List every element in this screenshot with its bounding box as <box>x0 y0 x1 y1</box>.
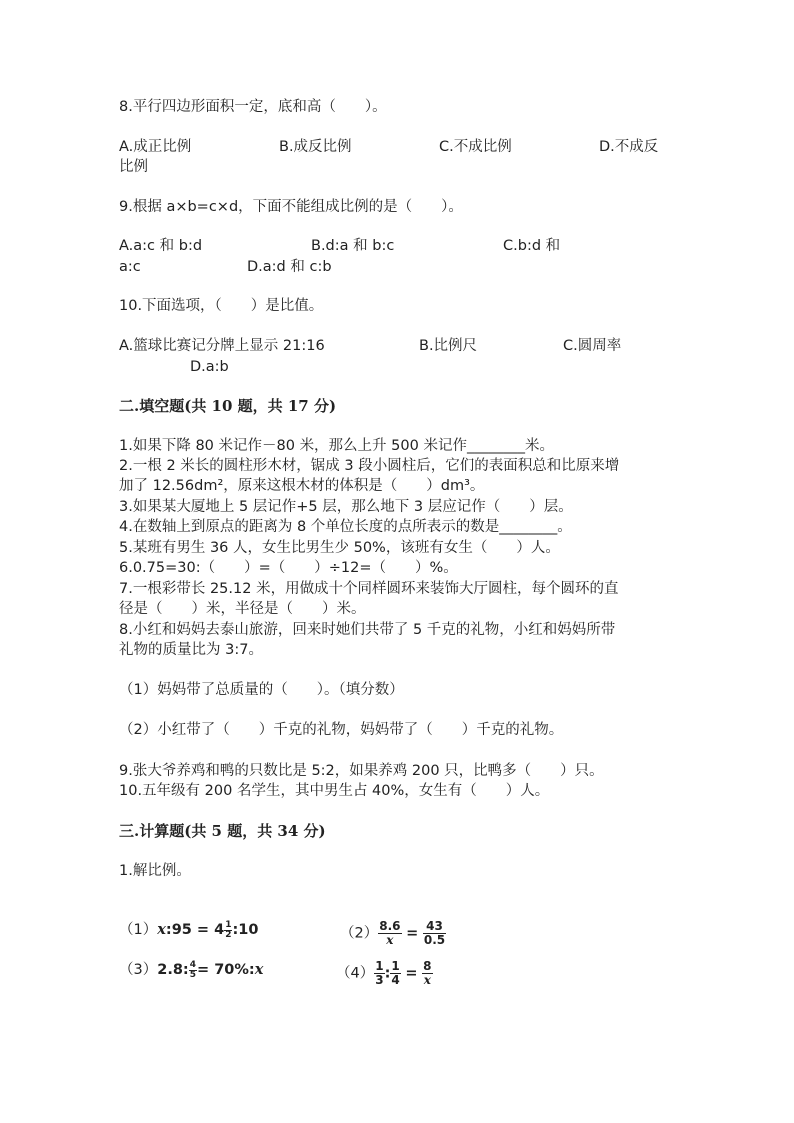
fill-line: 9.张大爷养鸡和鸭的只数比是 5:2，如果养鸡 200 只，比鸭多（ ）只。 <box>119 763 604 779</box>
q10-stem: 10.下面选项，（ ）是比值。 <box>119 298 324 314</box>
equals-sign: = <box>406 925 419 942</box>
problem-label: （1） <box>119 922 158 938</box>
proportion-problem-2 <box>340 920 446 947</box>
fill-line: 10.五年级有 200 名学生，其中男生占 40%，女生有（ ）人。 <box>119 783 550 799</box>
denominator: x <box>386 933 394 947</box>
numerator: 1 <box>225 919 232 930</box>
fill-line: 径是（ ）米，半径是（ ）米。 <box>119 601 366 617</box>
q10-option-c[interactable]: C.圆周率 <box>563 338 622 354</box>
fraction <box>423 920 446 947</box>
section3-title: 三.计算题(共 5 题，共 34 分) <box>119 822 326 840</box>
q8-option-d[interactable]: D.不成反 <box>599 139 659 155</box>
q8-option-a[interactable]: A.成正比例 <box>119 139 192 155</box>
fraction <box>189 961 197 980</box>
fraction <box>378 920 401 947</box>
fill-line: 7.一根彩带长 25.12 米，用做成十个同样圆环来装饰大厅圆柱，每个圆环的直 <box>119 581 619 597</box>
expr-part: :10 <box>232 922 259 938</box>
problem-label: （3） <box>119 962 158 978</box>
fraction <box>390 960 400 987</box>
problem-label: （4） <box>336 965 375 982</box>
fill-line: 5.某班有男生 36 人，女生比男生少 50%，该班有女生（ ）人。 <box>119 540 560 556</box>
expr-part: = 70%: <box>197 962 255 978</box>
denominator: 3 <box>375 973 384 987</box>
fill-line: 礼物的质量比为 3:7。 <box>119 642 263 658</box>
numerator: 8 <box>423 959 432 973</box>
q10-option-a[interactable]: A.篮球比赛记分牌上显示 21:16 <box>119 338 325 354</box>
q9-option-c[interactable]: C.b:d 和 <box>503 238 561 254</box>
fill-line: 4.在数轴上到原点的距离为 8 个单位长度的点所表示的数是________。 <box>119 519 572 535</box>
numerator: 1 <box>375 959 384 973</box>
numerator: 4 <box>189 959 196 970</box>
fraction <box>374 960 384 987</box>
denominator: x <box>423 973 431 987</box>
q9-stem: 9.根据 a×b=c×d，下面不能组成比例的是（ ）。 <box>119 199 463 215</box>
q10-option-b[interactable]: B.比例尺 <box>419 338 478 354</box>
denominator: 5 <box>189 969 196 980</box>
calc-q1-stem: 1.解比例。 <box>119 863 191 879</box>
numerator: 8.6 <box>379 919 401 933</box>
denominator: 4 <box>391 973 400 987</box>
fraction <box>422 960 432 987</box>
q9-option-c-wrap: a:c <box>119 259 141 275</box>
problem-label: （2） <box>340 925 379 942</box>
numerator: 43 <box>423 920 446 934</box>
proportion-problem-1 <box>119 920 258 940</box>
expr-part: 2.8: <box>157 962 189 978</box>
variable-x: x <box>157 921 166 938</box>
q9-option-a[interactable]: A.a:c 和 b:d <box>119 238 203 254</box>
q8-option-d-wrap: 比例 <box>119 159 148 175</box>
fill-subquestion-2: （2）小红带了（ ）千克的礼物，妈妈带了（ ）千克的礼物。 <box>119 722 564 738</box>
q8-option-b[interactable]: B.成反比例 <box>279 139 352 155</box>
fill-line: 2.一根 2 米长的圆柱形木材，锯成 3 段小圆柱后，它们的表面积总和比原来增 <box>119 458 620 474</box>
fill-line: 加了 12.56dm²，原来这根木材的体积是（ ）dm³。 <box>119 478 485 494</box>
equals-sign: = <box>405 965 418 982</box>
fill-line: 3.如果某大厦地上 5 层记作+5 层，那么地下 3 层应记作（ ）层。 <box>119 499 573 515</box>
fill-subquestion-1: （1）妈妈带了总质量的（ ）。（填分数） <box>119 682 404 698</box>
proportion-problem-4 <box>336 960 433 987</box>
colon: : <box>384 965 391 982</box>
fill-line: 6.0.75=30:（ ）=（ ）÷12=（ ）%。 <box>119 560 458 576</box>
q9-option-b[interactable]: B.d:a 和 b:c <box>311 238 395 254</box>
expr-part: :95 = 4 <box>165 922 225 938</box>
fill-line: 8.小红和妈妈去泰山旅游，回来时她们共带了 5 千克的礼物，小红和妈妈所带 <box>119 622 616 638</box>
q10-option-d[interactable]: D.a:b <box>190 359 229 375</box>
q9-option-d[interactable]: D.a:d 和 c:b <box>247 259 332 275</box>
q8-option-c[interactable]: C.不成比例 <box>439 139 512 155</box>
q8-stem: 8.平行四边形面积一定，底和高（ ）。 <box>119 99 387 115</box>
variable-x: x <box>254 961 264 978</box>
proportion-problem-3 <box>119 960 263 980</box>
denominator: 0.5 <box>423 933 446 947</box>
fill-line: 1.如果下降 80 米记作－80 米，那么上升 500 米记作________米。 <box>119 438 554 454</box>
numerator: 1 <box>391 959 400 973</box>
section2-title: 二.填空题(共 10 题，共 17 分) <box>119 397 337 415</box>
denominator: 2 <box>225 929 232 940</box>
